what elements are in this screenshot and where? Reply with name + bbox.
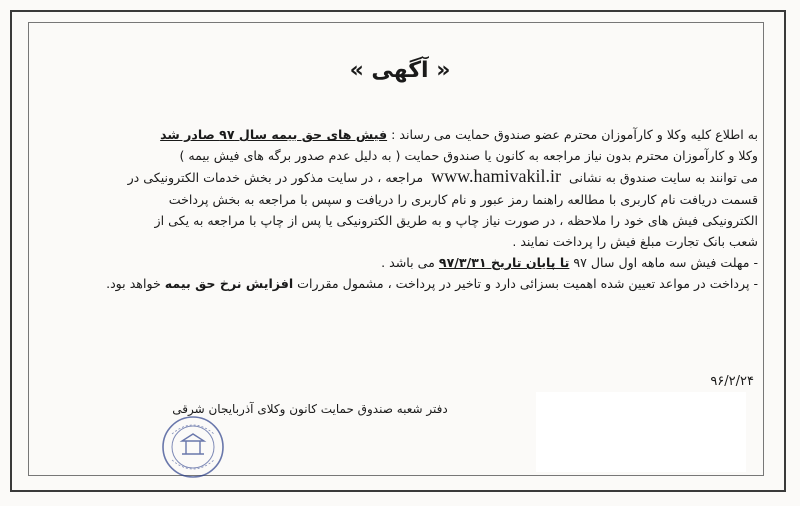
deadline-line (44, 252, 758, 273)
premium-issued-headline: فیش های حق بیمه سال ۹۷ صادر شد (160, 127, 388, 142)
deadline-date: تا پایان تاریخ ۹۷/۳/۳۱ (438, 255, 570, 271)
website-intro-text: می توانند به سایت صندوق به نشانی (569, 170, 758, 186)
paragraph-5: الکترونیکی فیش های خود را ملاحظه ، در صورت نیاز چاپ و به طریق الکترونیکی یا پس از چاپ با مراجعه به یکی از (154, 212, 758, 228)
office-stamp-icon (160, 414, 226, 480)
paragraph-6: شعب بانک تجارت مبلغ فیش را پرداخت نمایند . (512, 234, 758, 250)
deadline-suffix: می باشد . (381, 255, 435, 271)
penalty-emphasis: افزایش نرخ حق بیمه (164, 276, 294, 292)
paragraph-4: قسمت دریافت نام کاربری با مطالعه راهنما رمز عبور و نام کاربری را دریافت و سپس با مراجعه به بخش پرداخت (168, 191, 758, 207)
deadline-text: - مهلت فیش سه ماهه اول سال ۹۷ (569, 255, 758, 271)
paragraph-3 (44, 166, 758, 188)
paragraph-2: وکلا و کارآموزان محترم بدون نیاز مراجعه به کانون یا صندوق حمایت ( به دلیل عدم صدور برگه های فیش بیمه ) (179, 148, 758, 164)
website-link[interactable]: www.hamivakil.ir (431, 166, 561, 187)
notice-body (44, 124, 758, 295)
penalty-line (44, 273, 758, 294)
paragraph-1 (44, 124, 758, 145)
penalty-suffix: خواهد بود. (106, 276, 161, 292)
announcement-intro: به اطلاع کلیه وکلا و کارآموزان محترم عضو صندوق حمایت می رساند : (387, 127, 758, 142)
notice-title: « آگهی » (349, 58, 451, 83)
signature-line: دفتر شعبه صندوق حمایت کانون وکلای آذربایجان شرقی (172, 402, 448, 416)
penalty-text: - پرداخت در مواعد تعیین شده اهمیت بسزائی دارد و تاخیر در پرداخت ، مشمول مقررات (293, 276, 758, 292)
blank-area (536, 392, 746, 472)
website-followup-text: مراجعه ، در سایت مذکور در بخش خدمات الکترونیکی در (127, 170, 424, 186)
issue-date: ۹۶/۲/۲۴ (710, 374, 754, 389)
